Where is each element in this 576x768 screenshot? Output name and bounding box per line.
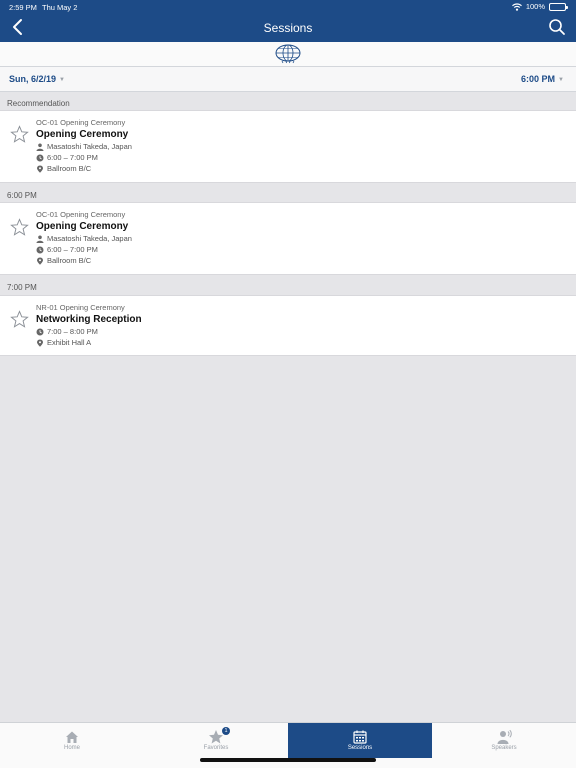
section-header-recommendation: Recommendation: [0, 93, 576, 111]
location-pin-icon: [36, 165, 44, 173]
session-location: Ballroom B/C: [47, 256, 92, 265]
session-card[interactable]: [0, 202, 576, 275]
session-location: Ballroom B/C: [47, 164, 92, 173]
status-time: 2:59 PM: [9, 3, 37, 12]
search-icon[interactable]: [548, 18, 566, 36]
session-speaker: Masatoshi Takeda, Japan: [47, 142, 132, 151]
session-location-row: [36, 164, 91, 173]
tab-label: Home: [63, 745, 80, 751]
time-value: 6:00 PM: [521, 74, 556, 84]
session-title: Opening Ceremony: [36, 221, 129, 232]
tab-home[interactable]: [0, 723, 144, 758]
logo-bar: [0, 42, 576, 67]
status-right: [512, 2, 566, 11]
clock-icon: [36, 154, 44, 162]
globe-logo-icon: [274, 44, 302, 64]
tab-sessions[interactable]: [288, 723, 432, 758]
nav-header: [0, 0, 576, 42]
clock-icon: [36, 328, 44, 336]
battery-icon: [549, 3, 566, 11]
clock-icon: [36, 246, 44, 254]
session-location-row: [36, 338, 91, 347]
page-title: Sessions: [263, 21, 313, 35]
session-code: OC-01 Opening Ceremony: [36, 210, 126, 219]
battery-percent: 100%: [525, 2, 545, 11]
tab-label: Favorites: [203, 745, 229, 751]
favorites-badge: 1: [222, 727, 230, 735]
session-title: Networking Reception: [36, 314, 142, 325]
status-day: Thu May 2: [42, 3, 78, 12]
location-pin-icon: [36, 257, 44, 265]
session-time: 6:00 – 7:00 PM: [47, 153, 98, 162]
tab-label: Sessions: [347, 745, 373, 751]
wifi-icon: [512, 3, 522, 11]
session-location: Exhibit Hall A: [47, 338, 92, 347]
session-time-row: [36, 327, 98, 336]
session-time-row: [36, 153, 98, 162]
session-time: 6:00 – 7:00 PM: [47, 245, 98, 254]
filter-bar: [0, 67, 576, 92]
session-location-row: [36, 256, 91, 265]
caret-down-icon: ▼: [558, 77, 564, 83]
speaker-icon: [496, 729, 512, 745]
section-header-7pm: 7:00 PM: [0, 277, 576, 295]
session-code: OC-01 Opening Ceremony: [36, 118, 126, 127]
person-icon: [36, 143, 44, 151]
date-selector[interactable]: [9, 74, 65, 84]
home-indicator[interactable]: [200, 758, 376, 762]
home-icon: [64, 729, 80, 745]
tab-speakers[interactable]: [432, 723, 576, 758]
date-value: Sun, 6/2/19: [9, 74, 57, 84]
section-header-6pm: 6:00 PM: [0, 185, 576, 203]
session-code: NR-01 Opening Ceremony: [36, 303, 125, 312]
caret-down-icon: ▼: [59, 77, 65, 83]
calendar-icon: [352, 729, 368, 745]
session-title: Opening Ceremony: [36, 129, 129, 140]
star-outline-icon[interactable]: [10, 218, 29, 237]
star-outline-icon[interactable]: [10, 125, 29, 144]
session-card[interactable]: [0, 110, 576, 183]
tab-label: Speakers: [491, 745, 517, 751]
tab-favorites[interactable]: [144, 723, 288, 758]
star-outline-icon[interactable]: [10, 310, 29, 329]
location-pin-icon: [36, 339, 44, 347]
session-card[interactable]: [0, 295, 576, 356]
person-icon: [36, 235, 44, 243]
time-selector[interactable]: [521, 74, 564, 84]
session-speaker-row: [36, 142, 132, 151]
session-time-row: [36, 245, 98, 254]
session-speaker: Masatoshi Takeda, Japan: [47, 234, 132, 243]
status-bar: [0, 2, 576, 14]
session-speaker-row: [36, 234, 132, 243]
session-time: 7:00 – 8:00 PM: [47, 327, 98, 336]
